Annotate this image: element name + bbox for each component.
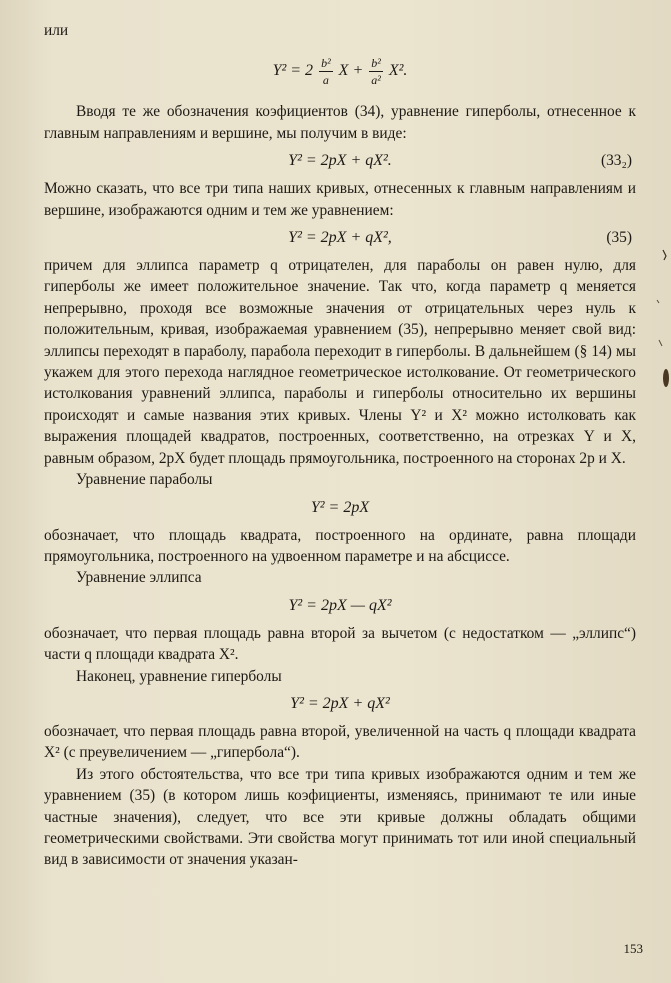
equation-ellipse: Y² = 2pX — qX² — [288, 596, 392, 614]
paragraph-5: обозначает, что площадь квадрата, построенного на ординате, равна площади прямоугольника, построенного на удвоенном параметре и на абсциссе. — [44, 526, 636, 565]
eq1-middle: X + — [338, 62, 364, 80]
equation-33-2-formula: Y² = 2pX + qX². — [288, 152, 392, 170]
paragraph-7: обозначает, что первая площадь равна второй за вычетом (с недостатком — „эллипс“) части q площади квадрата X². — [44, 624, 636, 664]
paragraph-6: Уравнение эллипса — [76, 569, 202, 587]
equation-ellipse-form — [44, 43, 636, 99]
eq1-lhs: Y² = 2 — [272, 62, 314, 80]
eq1-fraction-2 — [369, 55, 383, 88]
lead-word: или — [44, 22, 69, 39]
paragraph-9: обозначает, что первая площадь равна второй, увеличенной на часть q площади квадрата X² (с преувеличением — „гипербола“). — [44, 722, 636, 762]
equation-35-formula: Y² = 2pX + qX², — [288, 229, 392, 247]
equation-33-2 — [44, 148, 636, 174]
margin-ink-marks — [649, 240, 671, 400]
equation-hyperbola: Y² = 2pX + qX² — [290, 694, 390, 712]
paragraph-1: Вводя те же обозначения коэфициентов (34), уравнение гиперболы, отнесенное к главным направлениям и вершине, мы получим в виде: — [44, 103, 636, 142]
page-content — [44, 20, 636, 871]
eq1-fraction-1 — [319, 55, 333, 88]
eq1-frac1-denominator: a — [322, 73, 329, 88]
equation-parabola: Y² = 2pX — [310, 498, 370, 516]
paragraph-2: Можно сказать, что все три типа наших кривых, отнесенных к главным направлениям и вершине, изображаются одним и тем же уравнением: — [44, 180, 636, 219]
paragraph-8: Наконец, уравнение гиперболы — [76, 667, 282, 685]
eq1-frac1-numerator: b² — [321, 56, 331, 71]
eq1-frac2-denominator: a² — [371, 73, 381, 88]
paragraph-10: Из этого обстоятельства, что все три типа кривых изображаются одним и тем же уравнением (35) (в котором лишь коэфициенты, изменяясь, принимают те или иные частные значения), следует, что все эти кривые должны обладать общими геометрическими свойствами. Эти свойства могут принимать тот или иной специальный вид в зависимости от значения указан- — [44, 765, 636, 869]
eq1-rhs: X². — [388, 62, 408, 80]
equation-35-number: (35) — [606, 229, 632, 247]
paragraph-4: Уравнение параболы — [76, 471, 213, 489]
page-number: 153 — [623, 941, 643, 956]
equation-33-2-number: (33₂) — [600, 152, 632, 170]
eq1-frac2-numerator: b² — [371, 56, 381, 71]
paragraph-3: причем для эллипса параметр q отрицателен, для параболы он равен нулю, для гиперболы же имеет положительное значение. Так что, когда параметр q меняется непрерывно, проходя все возможные значения от отрицательных через нуль к положительным, кривая, изображаемая уравнением (35), непрерывно меняет свой вид: эллипсы переходят в параболу, парабола переходит в гиперболы. В дальнейшем (§ 14) мы укажем для этого перехода наглядное геометрическое истолкование. От геометрического истолкования уравнений эллипса, параболы и гиперболы относительно их вершины происходят и самые названия этих кривых. Члены Y² и X² можно истолковать как выражения площадей квадратов, построенных, соответственно, на отрезках Y и X, равным образом, 2pX будет площадь прямоугольника, построенного на сторонах 2p и X. — [44, 257, 636, 467]
equation-35 — [44, 225, 636, 251]
